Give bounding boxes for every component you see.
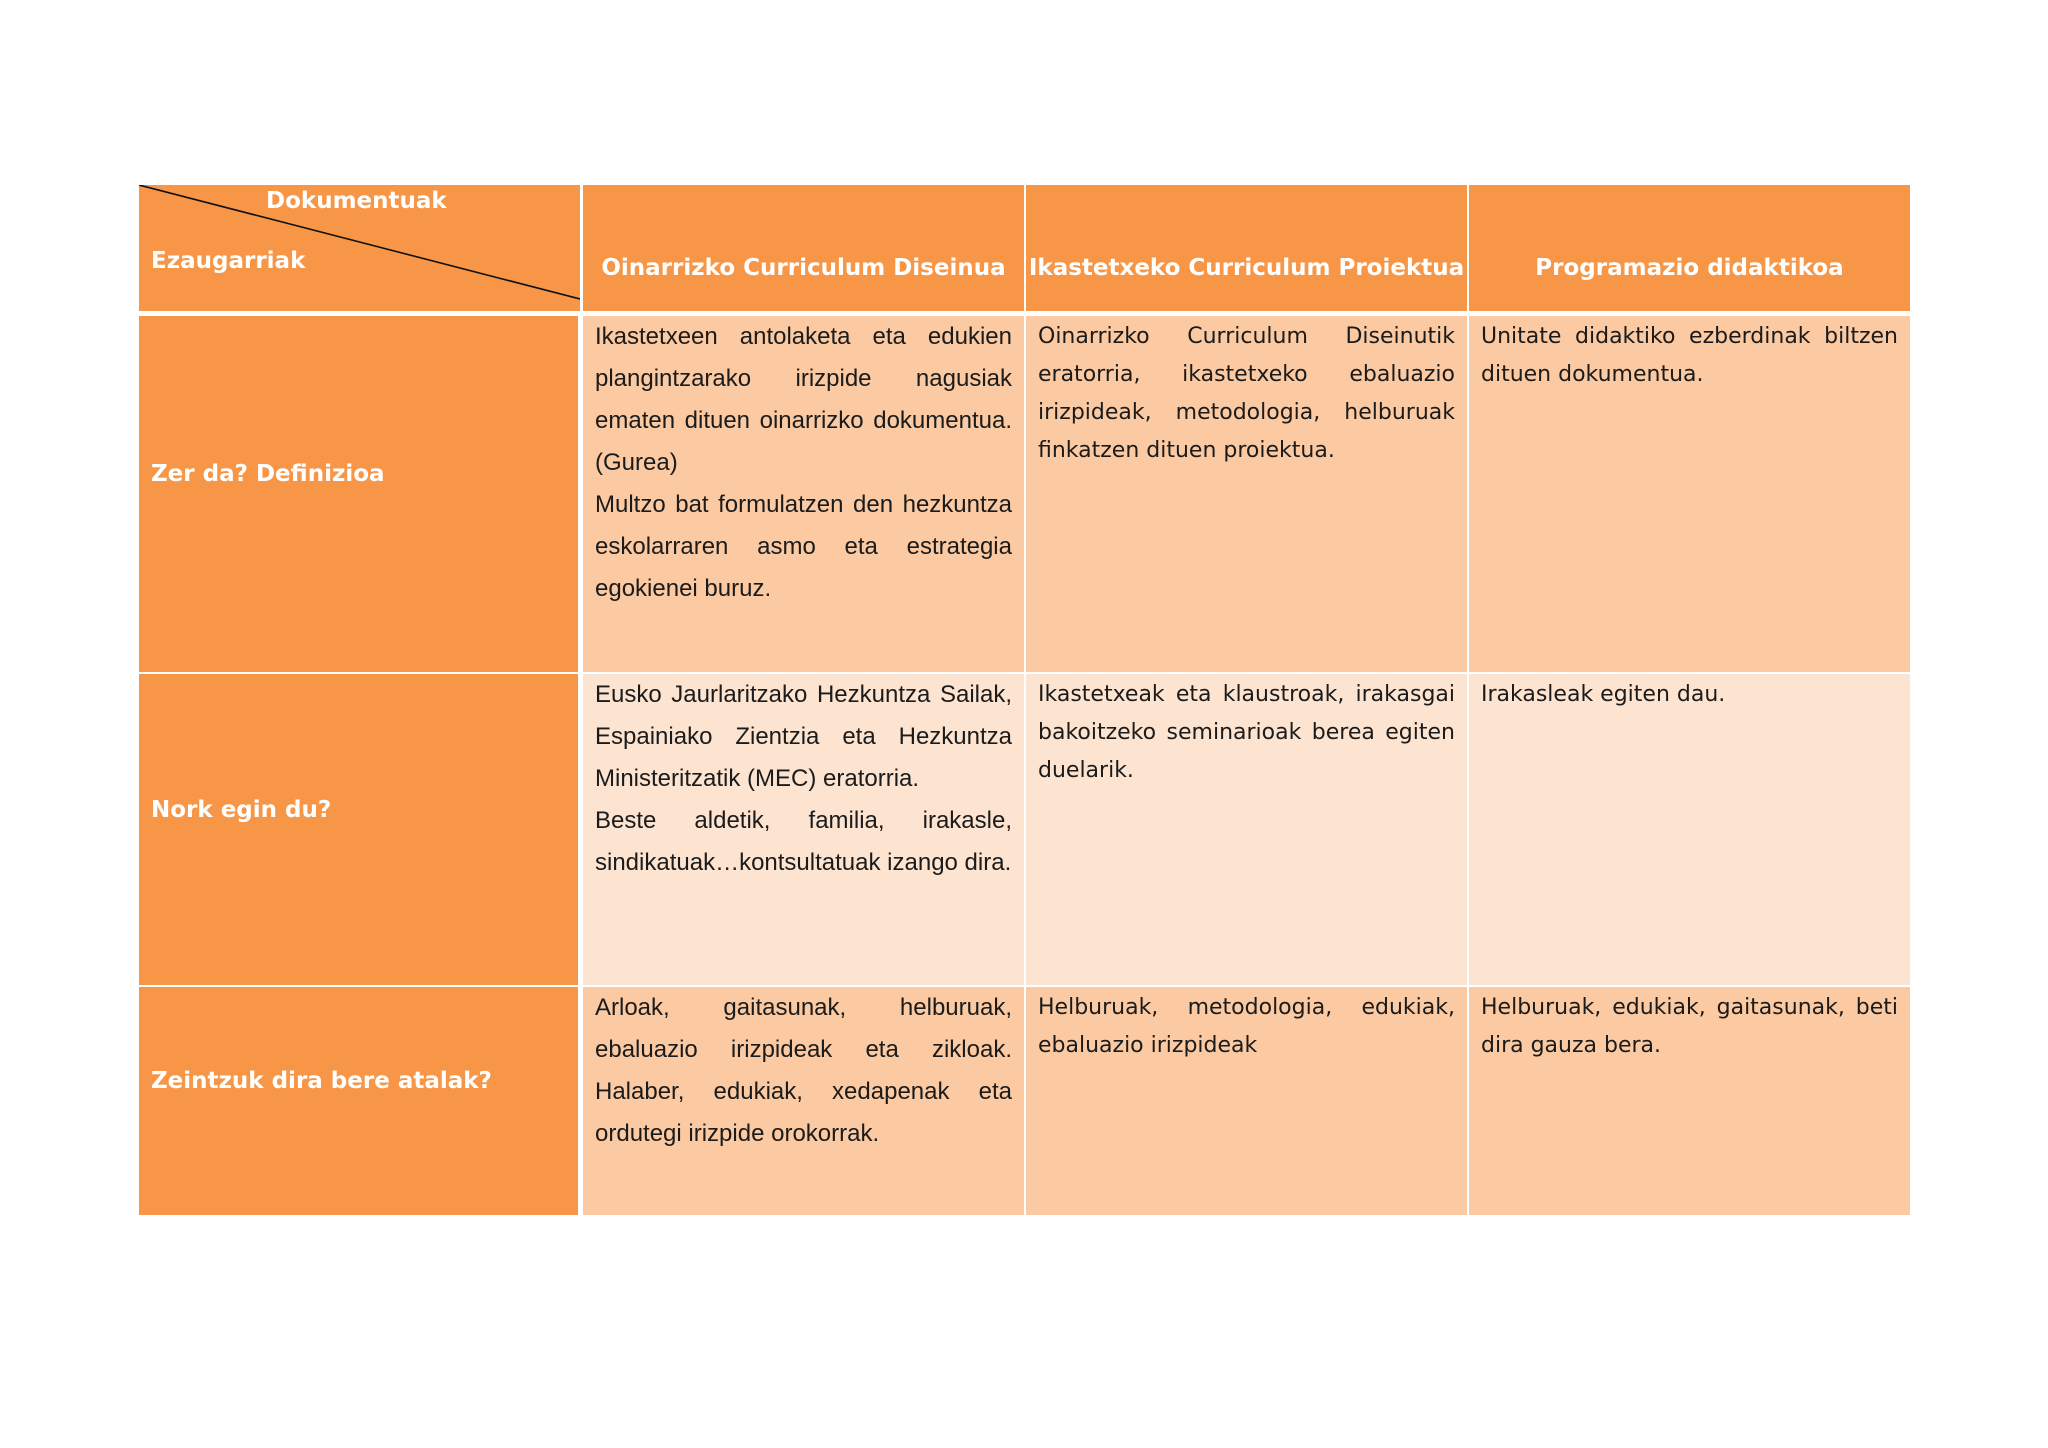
table-cell xyxy=(583,987,1024,1215)
cell-paragraph: Eusko Jaurlaritzako Hezkuntza Sailak, Espainiako Zientzia eta Hezkuntza Ministeritzatik (MEC) eratorria. xyxy=(595,681,1012,792)
table-cell xyxy=(1026,316,1467,672)
cell-paragraph: Ikastetxeen antolaketa eta edukien plangintzarako irizpide nagusiak ematen dituen oinarrizko dokumentua. (Gurea) xyxy=(595,323,1012,476)
table-cell xyxy=(1469,316,1910,672)
column-header-ocd xyxy=(583,185,1024,311)
row-header-definition xyxy=(139,316,578,672)
cell-paragraph: Oinarrizko Curriculum Diseinutik eratorria, ikastetxeko ebaluazio irizpideak, metodologia, helburuak finkatzen dituen proiektua. xyxy=(1038,324,1455,463)
cell-paragraph: Multzo bat formulatzen den hezkuntza eskolarraren asmo eta estrategia egokienei buruz. xyxy=(595,491,1012,602)
row-header-parts xyxy=(139,987,578,1215)
corner-header-cell xyxy=(139,185,580,311)
table-cell xyxy=(1469,987,1910,1215)
cell-paragraph: Irakasleak egiten dau. xyxy=(1481,682,1726,707)
cell-paragraph: Ikastetxeak eta klaustroak, irakasgai bakoitzeko seminarioak berea egiten duelarik. xyxy=(1038,682,1455,783)
corner-row-label: Ezaugarriak xyxy=(151,248,306,274)
corner-column-label: Dokumentuak xyxy=(266,188,447,214)
cell-paragraph: Arloak, gaitasunak, helburuak, ebaluazio irizpideak eta zikloak. Halaber, edukiak, xedapenak eta ordutegi irizpide orokorrak. xyxy=(595,994,1012,1147)
cell-paragraph: Unitate didaktiko ezberdinak biltzen dituen dokumentua. xyxy=(1481,324,1898,387)
table-cell xyxy=(583,674,1024,985)
table-cell xyxy=(1026,674,1467,985)
row-header-label: Zeintzuk dira bere atalak? xyxy=(151,1068,492,1094)
column-header-pd xyxy=(1469,185,1910,311)
row-header-label: Zer da? Definizioa xyxy=(151,461,385,487)
cell-paragraph: Beste aldetik, familia, irakasle, sindikatuak…kontsultatuak izango dira. xyxy=(595,807,1012,876)
cell-paragraph: Helburuak, metodologia, edukiak, ebaluazio irizpideak xyxy=(1038,995,1455,1058)
cell-paragraph: Helburuak, edukiak, gaitasunak, beti dira gauza bera. xyxy=(1481,995,1898,1058)
row-header-label: Nork egin du? xyxy=(151,796,332,823)
column-header-label: Programazio didaktikoa xyxy=(1535,255,1844,281)
table-cell xyxy=(583,316,1024,672)
column-header-label: Ikastetxeko Curriculum Proiektua xyxy=(1028,255,1465,281)
row-header-author xyxy=(139,674,578,985)
table-cell xyxy=(1026,987,1467,1215)
column-header-label: Oinarrizko Curriculum Diseinua xyxy=(601,255,1006,281)
table-cell xyxy=(1469,674,1910,985)
column-header-icp xyxy=(1026,185,1467,311)
